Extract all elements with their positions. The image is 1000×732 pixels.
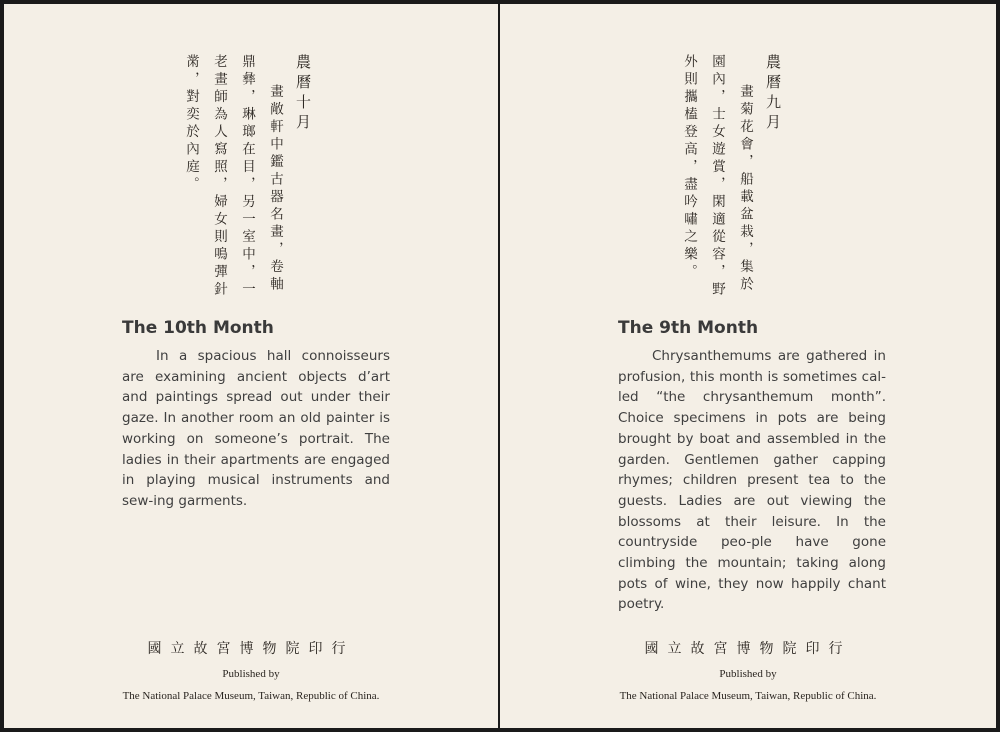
chinese-vertical-text [678, 54, 784, 299]
publisher-name: The National Palace Museum, Taiwan, Republic of China. [619, 690, 877, 702]
chinese-heading: 農曆十月 [294, 54, 312, 134]
chinese-line: 老畫師為人寫照，婦女則鳴彈針 [211, 54, 227, 299]
chinese-vertical-text [180, 54, 314, 299]
publisher-chinese: 國立故宮博物院印行 [644, 641, 852, 657]
chinese-line: 園內，士女遊賞，閑適從容，野 [709, 54, 725, 299]
section-body: Chrysanthemums are gathered in profusion, this month is sometimes cal-led “the chrysanthemum month”. Choice specimens in pots are being brought by boat and assembled in the garden. Gentlemen gather capping rhymes; children present tea to the guests. Ladies are out viewing the blossoms at their leisure. In the countryside peo-ple have gone climbing the mountain; taking along pots of wine, they now happily chant poetry. [618, 348, 886, 613]
published-by-label: Published by [719, 668, 777, 680]
chinese-line: 鼎彝，琳瑯在目，另一室中，一 [239, 54, 255, 299]
chinese-line: 外則攜榼登高，盡吟嘯之樂。 [681, 54, 697, 282]
chinese-line: 黹，對奕於內庭。 [183, 54, 199, 194]
section-title: The 10th Month [122, 318, 274, 338]
section-body: In a spacious hall connoisseurs are examining ancient objects d’art and paintings spread out under their gaze. In another room an old painter is working on someone’s portrait. The ladies in their apartments are engaged in playing musical instruments and sew-ing garments. [122, 348, 390, 509]
right-page [500, 4, 996, 728]
chinese-heading: 農曆九月 [764, 54, 782, 134]
publisher-name: The National Palace Museum, Taiwan, Republic of China. [122, 690, 380, 702]
section-title: The 9th Month [618, 318, 759, 338]
left-page [4, 4, 498, 728]
published-by-label: Published by [222, 668, 280, 680]
chinese-line: 畫菊花會，船載盆栽，集於 [737, 84, 753, 294]
chinese-line: 畫敞軒中鑑古器名畫，卷軸 [267, 84, 283, 294]
publisher-chinese: 國立故宮博物院印行 [147, 641, 355, 657]
